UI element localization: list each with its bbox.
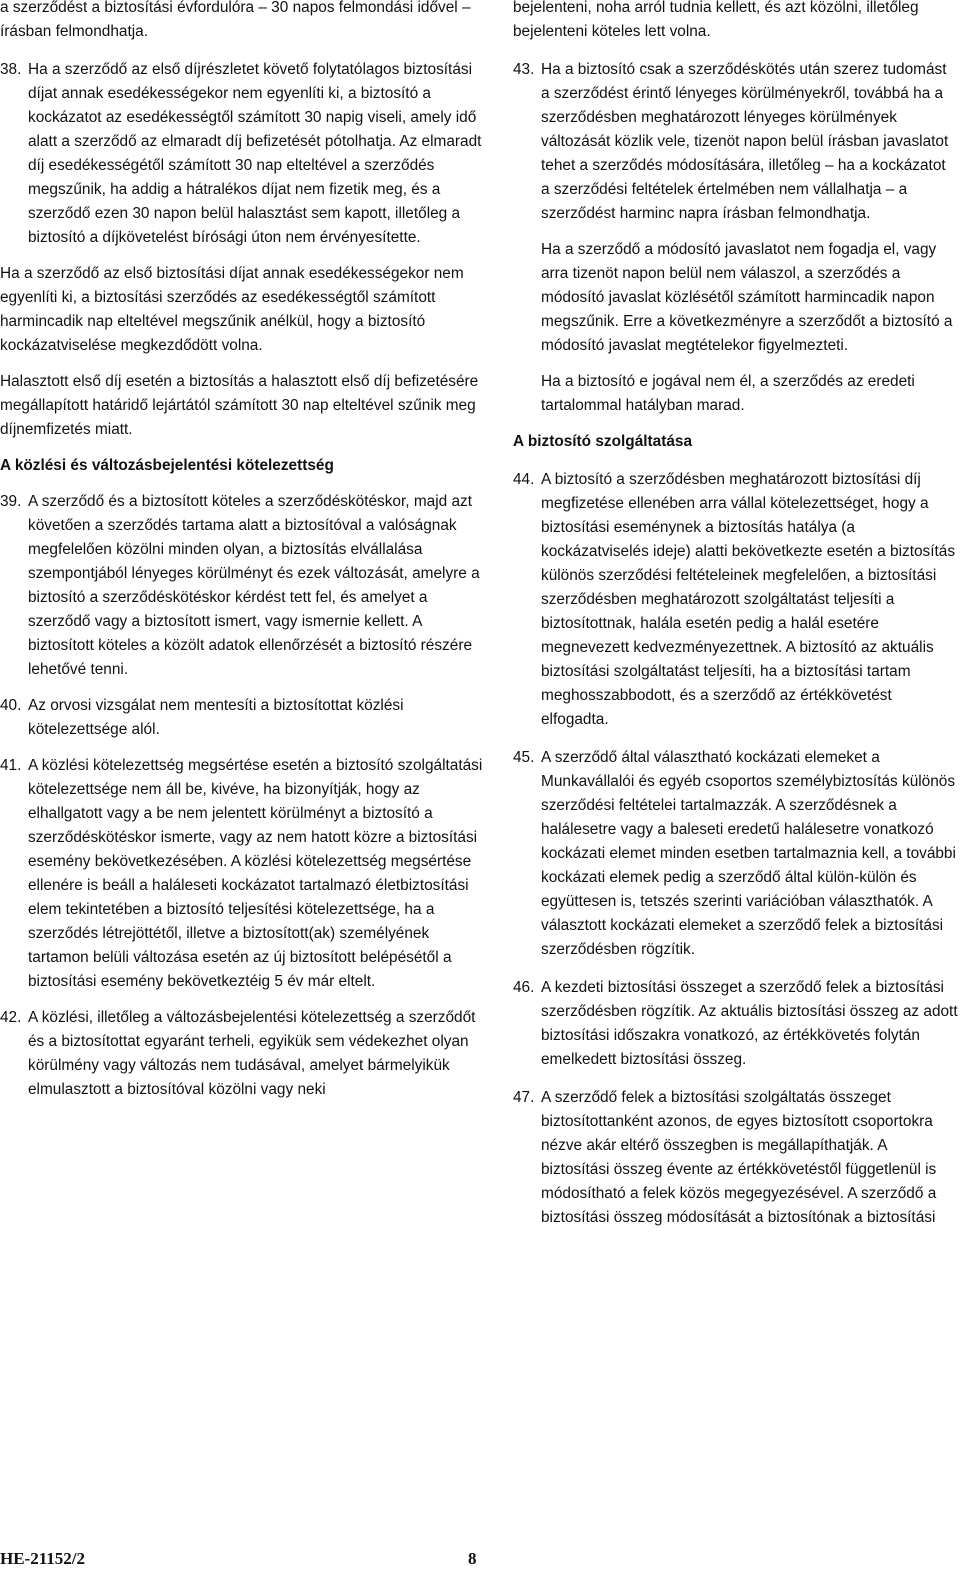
clause-42 (0, 1006, 490, 1102)
clause-number: 42. (0, 1009, 22, 1026)
spacer (0, 994, 490, 1006)
clause-46 (513, 976, 958, 1072)
spacer (513, 1072, 958, 1086)
clause-number: 44. (513, 471, 535, 488)
clause-number: 40. (0, 697, 22, 714)
clause-number: 38. (0, 61, 22, 78)
page-number: 8 (468, 1549, 477, 1568)
clause-40 (0, 694, 490, 742)
clause-41 (0, 754, 490, 994)
clause-text: A szerződő felek a biztosítási szolgáltatás összeget biztosítottanként azonos, de egyes biztosított csoportokra nézve akár eltérő összegben is megállapíthatják. A biztosítási összeg évente az értékkövetéstől függetlenül is módosítható a felek közös megegyezésével. A szerződő a biztosítási összeg módosítását a biztosítónak a biztosítási (541, 1089, 937, 1226)
spacer (0, 478, 490, 490)
clause-number: 45. (513, 749, 535, 766)
spacer (513, 226, 958, 238)
spacer (513, 454, 958, 468)
clause-number: 46. (513, 979, 535, 996)
section-heading: A biztosító szolgáltatása (513, 433, 693, 450)
spacer (513, 962, 958, 976)
spacer (0, 682, 490, 694)
clause-43-paragraph-c: Ha a biztosító e jogával nem él, a szerződés az eredeti tartalommal hatályban marad. (541, 373, 915, 414)
clause-38 (0, 58, 490, 250)
clause-47 (513, 1086, 958, 1230)
clause-number: 47. (513, 1089, 535, 1106)
clause-number: 41. (0, 757, 22, 774)
clause-38-paragraph-c: Halasztott első díj esetén a biztosítás a halasztott első díj befizetésére megállapított határidő lejártától számított 30 nap elteltével szűnik meg díjnemfizetés miatt. (0, 373, 479, 438)
clause-38-paragraph-b: Ha a szerződő az első biztosítási díjat annak esedékességekor nem egyenlíti ki, a biztosítási szerződés az esedékességtől számított harmincadik nap elteltével megszűnik anélkül, hogy a biztosító kockázatviselése megkezdődött volna. (0, 265, 464, 354)
clause-43-paragraph-b: Ha a szerződő a módosító javaslatot nem fogadja el, vagy arra tizenöt napon belül nem válaszol, a szerződés a módosító javaslat közlésétől számított harmincadik napon megszűnik. Erre a következményre a szerződőt a biztosító a módosító javaslat megtételekor figyelmezteti. (541, 241, 953, 354)
spacer (513, 44, 958, 58)
clause-text: Ha a szerződő az első díjrészletet követő folytatólagos biztosítási díjat annak esedékességekor nem egyenlíti ki, a biztosító a kockázatot az esedékességtől számított 30 napig viseli, amely idő alatt a szerződő az elmaradt díj befizetését pótolhatja. Az elmaradt díj esedékességétől számított 30 nap elteltével a szerződés megszűnik, ha addig a hátralékos díjat nem fizetik meg, és a szerződő ezen 30 napon belül halasztást sem kapott, illetőleg a biztosító a díjkövetelést bírósági úton nem érvényesítette. (28, 61, 482, 246)
spacer (0, 250, 490, 262)
clause-text: A közlési kötelezettség megsértése esetén a biztosító szolgáltatási kötelezettsége nem áll be, kivéve, ha bizonyítják, hogy az elhallgatott vagy a be nem jelentett körülményt a biztosító a szerződéskötéskor ismerte, vagy az nem hatott közre a biztosítási esemény bekövetkezésében. A közlési kötelezettség megsértése ellenére is beáll a haláleseti kockázatot tartalmazó életbiztosítási elem tekintetében a biztosító teljesítési kötelezettsége, ha a szerződés létrejöttétől, illetve a biztosított(ak) személyének tartamon belüli változása esetén az új biztosított belépésétől a biztosítási esemény bekövetkeztéig 5 év már eltelt. (28, 757, 483, 990)
clause-text: A közlési, illetőleg a változásbejelentési kötelezettség a szerződőt és a biztosítottat egyaránt terheli, egyikük sem védekezhet olyan körülmény vagy változás nem tudásával, amelyet bármelyikük elmulasztott a biztosítóval közölni vagy neki (28, 1009, 476, 1098)
spacer (0, 442, 490, 454)
left-column (0, 0, 490, 1102)
clause-number: 39. (0, 493, 22, 510)
clause-43 (513, 58, 958, 226)
document-code: HE-21152/2 (0, 1549, 86, 1568)
spacer (0, 44, 490, 58)
clause-text: A szerződő és a biztosított köteles a szerződéskötéskor, majd azt követően a szerződés tartama alatt a biztosítóval a valóságnak megfelelően közölni minden olyan, a biztosítás elvállalása szempontjából lényeges körülményt és ezek változását, amelyre a biztosító a szerződéskötéskor kérdést tett fel, és amelyet a szerződő vagy a biztosított ismert, vagy ismernie kellett. A biztosított köteles a közölt adatok ellenőrzését a biztosító részére lehetővé tenni. (28, 493, 480, 678)
clause-44 (513, 468, 958, 732)
spacer (0, 742, 490, 754)
continuation-paragraph: bejelenteni, noha arról tudnia kellett, és azt közölni, illetőleg bejelenteni köteles lett volna. (513, 0, 919, 40)
clause-text: A szerződő által választható kockázati elemeket a Munkavállalói és egyéb csoportos személybiztosítás különös szerződési feltételei tartalmazzák. A szerződésnek a halálesetre vagy a baleseti eredetű halálesetre vonatkozó kockázati elemet minden esetben tartalmaznia kell, a további kockázati elemek pedig a szerződő által külön-külön és együttesen is, tetszés szerinti variációban választhatók. A választott kockázati elemeket a szerződő felek a biztosítási szerződésben rögzítik. (541, 749, 956, 958)
clause-text: A kezdeti biztosítási összeget a szerződő felek a biztosítási szerződésben rögzítik. Az aktuális biztosítási összeg az adott biztosítási időszakra vonatkozó, az értékkövetés folytán emelkedett biztosítási összeg. (541, 979, 958, 1068)
clause-45 (513, 746, 958, 962)
section-heading: A közlési és változásbejelentési kötelezettség (0, 457, 334, 474)
clause-number: 43. (513, 61, 535, 78)
spacer (513, 418, 958, 430)
spacer (513, 732, 958, 746)
clause-text: Ha a biztosító csak a szerződéskötés után szerez tudomást a szerződést érintő lényeges körülményekről, továbbá ha a szerződésben meghatározott lényeges körülmények változását közlik vele, tizenöt napon belül írásban javaslatot tehet a szerződés módosítására, illetőleg – ha a kockázatot a szerződési feltételek értelmében nem vállalhatja – a szerződést harminc napra írásban felmondhatja. (541, 61, 949, 222)
clause-text: Az orvosi vizsgálat nem mentesíti a biztosítottat közlési kötelezettsége alól. (28, 697, 404, 738)
page-footer (0, 1549, 960, 1579)
spacer (0, 358, 490, 370)
clause-text: A biztosító a szerződésben meghatározott biztosítási díj megfizetése ellenében arra vállal kötelezettséget, hogy a biztosítási eseménynek a biztosítás hatálya (a kockázatviselés ideje) alatti bekövetkezte esetén a biztosítás különös szerződési feltételeinek megfelelően, a biztosítási szerződésben meghatározott szolgáltatást teljesíti a biztosítottnak, halála esetén pedig a halál esetére megnevezett kedvezményezettnek. A biztosító az aktuális biztosítási szolgáltatást teljesíti, ha a biztosítási tartam meghosszabbodott, és a szerződő az értékkövetést elfogadta. (541, 471, 956, 728)
clause-39 (0, 490, 490, 682)
intro-paragraph: a szerződést a biztosítási évfordulóra – 30 napos felmondási idővel – írásban felmondhatja. (0, 0, 471, 40)
spacer (513, 358, 958, 370)
right-column (513, 0, 958, 1230)
